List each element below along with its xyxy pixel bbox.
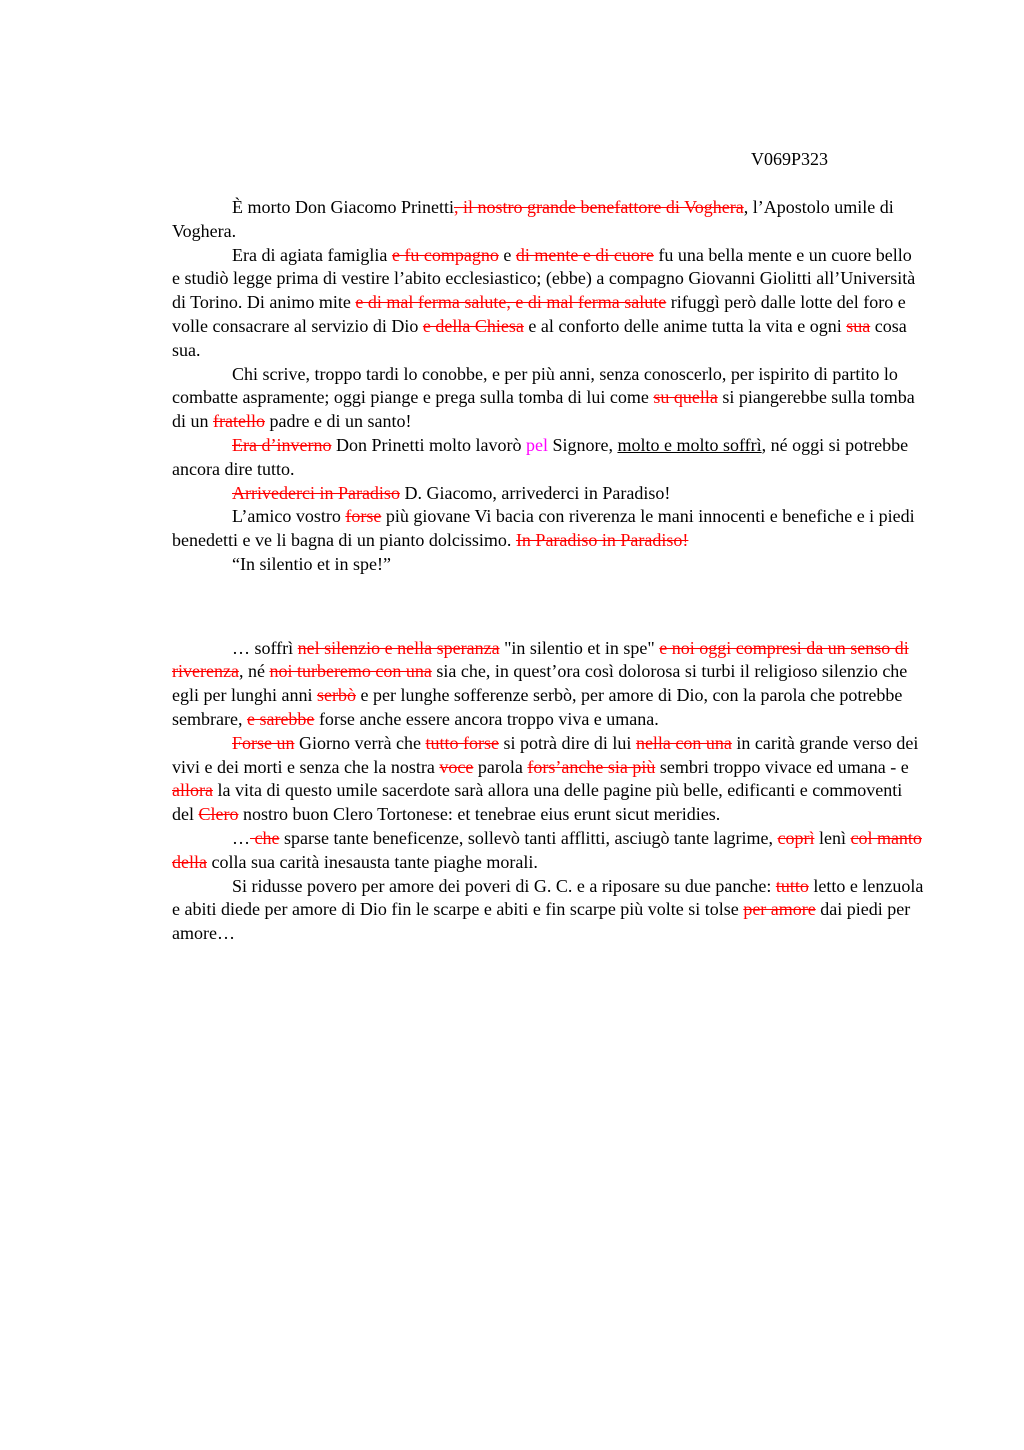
deleted-text: e noi oggi compresi da un senso di riverenza <box>172 637 909 682</box>
text-run: Si ridusse povero per amore dei poveri di G. C. e a riposare su due panche: <box>232 875 776 896</box>
text-run: sembri troppo vivace ed umana - e <box>655 756 909 777</box>
deleted-text: sua <box>846 315 871 336</box>
text-run: … <box>232 827 250 848</box>
text-run: si potrà dire di lui <box>498 732 636 753</box>
deleted-text: Era d’inverno <box>232 434 332 455</box>
text-run: , né <box>238 661 270 682</box>
paragraph <box>172 482 924 506</box>
text-run: sia che, in quest’ora così dolorosa si turbi il religioso silenzio che egli per lunghi anni <box>172 661 908 706</box>
text-run: … soffrì <box>232 637 298 658</box>
deleted-text: , il nostro grande benefattore di Voghera <box>453 197 744 217</box>
text-run: e per lunghe sofferenze serbò, per amore di Dio, con la parola che potrebbe sembrare, <box>172 685 903 729</box>
blank-line <box>172 595 924 619</box>
deleted-text: noi turberemo con una <box>269 661 432 682</box>
deleted-text: nel silenzio e nella speranza <box>297 637 500 658</box>
document-id: V069P323 <box>751 149 829 169</box>
deleted-text: che <box>250 827 280 848</box>
paragraph <box>172 363 924 434</box>
paragraph <box>172 244 924 363</box>
deleted-text: fors’anche sia più <box>527 756 656 777</box>
deleted-text: di mente e di cuore <box>515 244 654 265</box>
deleted-text: per amore <box>743 899 816 920</box>
text-run: , l’Apostolo umile di Voghera. <box>172 197 894 241</box>
text-run: e <box>498 244 516 265</box>
deleted-text: Arrivederci in Paradiso <box>232 482 400 503</box>
text-run: Don Prinetti molto lavorò <box>331 434 526 455</box>
deleted-text: tutto forse <box>425 732 499 753</box>
text-run: la vita di questo umile sacerdote sarà allora una delle pagine più belle, edificanti e commoventi del <box>172 780 903 825</box>
deleted-text: e fu compagno <box>391 244 499 265</box>
text-run: forse anche essere ancora troppo viva e umana. <box>314 708 659 729</box>
document-body <box>172 196 924 946</box>
deleted-text: e di mal ferma salute, e di mal ferma salute <box>355 292 667 313</box>
deleted-text: col manto della <box>172 827 922 872</box>
text-run: Signore, <box>547 434 618 455</box>
paragraph <box>172 875 924 946</box>
paragraph <box>172 827 924 875</box>
paragraph <box>172 196 924 244</box>
deleted-text: In Paradiso in Paradiso! <box>515 530 689 551</box>
deleted-text: nella con una <box>635 732 732 753</box>
deleted-text: su quella <box>653 387 718 408</box>
text-run: Era di agiata famiglia <box>232 244 392 265</box>
deleted-text: voce <box>439 756 474 777</box>
text-run: fu una bella mente e un cuore bello e studiò legge prima di vestire l’abito ecclesiastico; (ebbe) a compagno Giovanni Giolitti all’Università di Torino. Di animo mite <box>172 244 916 313</box>
paragraph <box>172 637 924 732</box>
text-run: in carità grande verso dei vivi e dei morti e senza che la nostra <box>172 732 919 777</box>
deleted-text: serbò <box>316 685 356 706</box>
deleted-text: forse <box>345 506 382 527</box>
text-run: "in silentio et in spe" <box>499 637 660 658</box>
text-run: D. Giacomo, arrivederci in Paradiso! <box>399 482 671 503</box>
text-run: più giovane Vi bacia con riverenza le mani innocenti e benefiche e i piedi benedetti e ve li bagna di un pianto dolcissimo. <box>172 506 915 551</box>
deleted-text: allora <box>172 780 213 801</box>
underlined-text: molto e molto soffrì <box>617 434 762 455</box>
deleted-text: Forse un <box>232 732 295 753</box>
deleted-text: fratello <box>213 411 265 432</box>
paragraph <box>172 434 924 482</box>
paragraph <box>172 732 924 827</box>
paragraph <box>172 553 924 577</box>
text-run: Chi scrive, troppo tardi lo conobbe, e per più anni, senza conoscerlo, per ispirito di partito lo combatte aspramente; oggi piange e prega sulla tomba di lui come <box>172 363 898 408</box>
text-run: parola <box>473 756 528 777</box>
text-run: sparse tante beneficenze, sollevò tanti afflitti, asciugò tante lagrime, <box>279 827 778 848</box>
text-run: “In silentio et in spe!” <box>232 553 391 574</box>
text-run: dai piedi per amore… <box>172 899 911 944</box>
text-run: , né oggi si potrebbe ancora dire tutto. <box>172 434 909 479</box>
text-run: nostro buon Clero Tortonese: et tenebrae eius erunt sicut meridies. <box>238 804 721 825</box>
text-run: padre e di un santo! <box>265 411 412 432</box>
text-run: letto e lenzuola e abiti diede per amore di Dio fin le scarpe e abiti e fin scarpe più volte si tolse <box>172 875 924 920</box>
text-run: cosa sua. <box>172 315 907 360</box>
deleted-text: coprì <box>777 827 815 848</box>
text-run: e al conforto delle anime tutta la vita e ogni <box>523 315 847 336</box>
text-run: L’amico vostro <box>232 506 346 527</box>
text-run: colla sua carità inesausta tante piaghe morali. <box>206 851 538 872</box>
text-run: si piangerebbe sulla tomba di un <box>172 387 915 432</box>
deleted-text: Clero <box>198 804 239 825</box>
text-run: Giorno verrà che <box>294 732 426 753</box>
text-run: È morto Don Giacomo Prinetti <box>232 197 454 217</box>
deleted-text: e sarebbe <box>246 708 315 729</box>
text-run: rifuggì però dalle lotte del foro e volle consacrare al servizio di Dio <box>172 292 906 336</box>
highlighted-text: pel <box>525 434 548 455</box>
deleted-text: tutto <box>775 875 809 896</box>
deleted-text: e della Chiesa <box>422 315 524 336</box>
text-run: lenì <box>814 827 851 848</box>
paragraph <box>172 505 924 553</box>
